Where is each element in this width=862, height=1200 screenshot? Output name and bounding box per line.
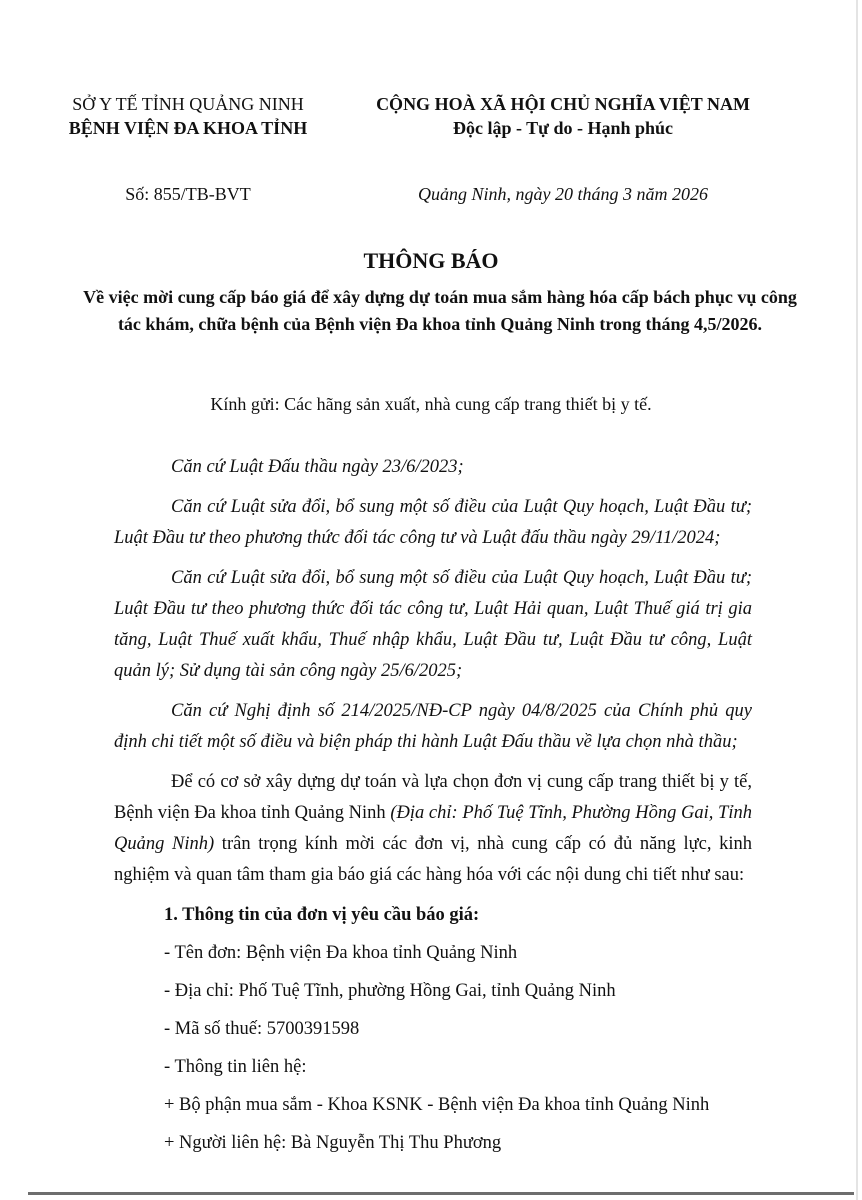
legal-basis-3: Căn cứ Luật sửa đổi, bổ sung một số điều của Luật Quy hoạch, Luật Đầu tư; Luật Đầu tư theo phương thức đối tác công tư, Luật Hải quan, Luật Thuế giá trị gia tăng, Luật Thuế xuất khẩu, Thuế nhập khẩu, Luật Đầu tư, Luật Đầu tư công, Luật quản lý; Sử dụng tài sản công ngày 25/6/2025; (114, 568, 752, 681)
legal-basis-2: Căn cứ Luật sửa đổi, bổ sung một số điều của Luật Quy hoạch, Luật Đầu tư; Luật Đầu tư theo phương thức đối tác công tư và Luật đấu thầu ngày 29/11/2024; (114, 497, 752, 548)
country-name: CỘNG HOÀ XÃ HỘI CHỦ NGHĨA VIỆT NAM (376, 94, 750, 114)
recipient-line: Kính gửi: Các hãng sản xuất, nhà cung cấp trang thiết bị y tế. (210, 394, 652, 414)
intro-address: (Địa chỉ: Phố Tuệ Tĩnh, Phường Hồng Gai, Tỉnh Quảng Ninh) (114, 803, 752, 854)
document-body (114, 452, 752, 1166)
issuer-hospital: BỆNH VIỆN ĐA KHOA TỈNH (68, 118, 308, 138)
document-number: Số: 855/TB-BVT (125, 184, 251, 204)
requester-name: - Tên đơn: Bệnh viện Đa khoa tỉnh Quảng Ninh (164, 943, 518, 963)
document-date: Quảng Ninh, ngày 20 tháng 3 năm 2026 (418, 184, 708, 204)
national-motto-block (348, 92, 778, 206)
issuer-block (56, 92, 320, 206)
contact-department: + Bộ phận mua sắm - Khoa KSNK - Bệnh viện Đa khoa tỉnh Quảng Ninh (164, 1095, 710, 1115)
scan-edge-bottom (28, 1192, 854, 1195)
legal-basis-1: Căn cứ Luật Đấu thầu ngày 23/6/2023; (171, 457, 464, 477)
document-title: THÔNG BÁO (363, 248, 499, 273)
legal-basis-4: Căn cứ Nghị định số 214/2025/NĐ-CP ngày 04/8/2025 của Chính phủ quy định chi tiết một số điều và biện pháp thi hành Luật Đấu thầu về lựa chọn nhà thầu; (114, 701, 752, 752)
national-motto: Độc lập - Tự do - Hạnh phúc (452, 118, 674, 138)
contact-person: + Người liên hệ: Bà Nguyễn Thị Thu Phương (164, 1133, 502, 1153)
intro-text-2: trân trọng kính mời các đơn vị, nhà cung cấp có đủ năng lực, kinh nghiệm và quan tâm tham gia báo giá các hàng hóa với các nội dung chi tiết như sau: (114, 834, 753, 885)
requester-address: - Địa chỉ: Phố Tuệ Tĩnh, phường Hồng Gai, tỉnh Quảng Ninh (164, 981, 616, 1001)
issuer-department: SỞ Y TẾ TỈNH QUẢNG NINH (72, 94, 304, 114)
intro-paragraph (114, 767, 752, 891)
document-subject: Về việc mời cung cấp báo giá để xây dựng dự toán mua sắm hàng hóa cấp bách phục vụ công tác khám, chữa bệnh của Bệnh viện Đa khoa tỉnh Quảng Ninh trong tháng 4,5/2026. (83, 287, 797, 334)
intro-text-1: Để có cơ sở xây dựng dự toán và lựa chọn đơn vị cung cấp trang thiết bị y tế, Bệnh viện Đa khoa tỉnh Quảng Ninh (114, 772, 752, 823)
section-1-heading: 1. Thông tin của đơn vị yêu cầu báo giá: (164, 905, 480, 925)
contact-info-label: - Thông tin liên hệ: (164, 1057, 307, 1077)
scan-edge-right (856, 0, 858, 1200)
requester-tax-code: - Mã số thuế: 5700391598 (164, 1019, 360, 1039)
